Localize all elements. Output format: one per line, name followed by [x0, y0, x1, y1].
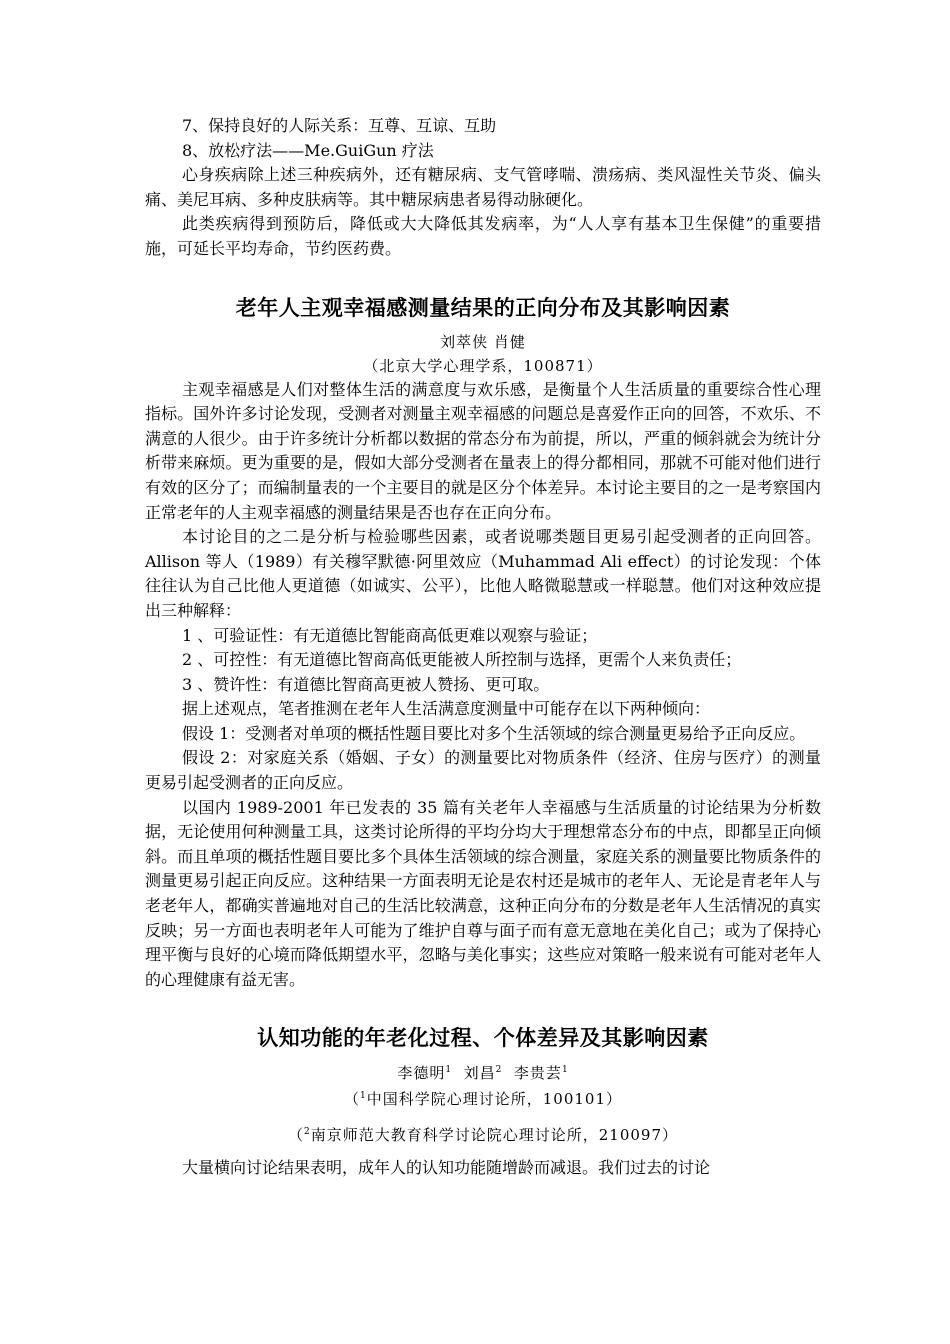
article2-title: 认知功能的年老化过程、个体差异及其影响因素 — [257, 1026, 709, 1051]
article1-title: 老年人主观幸福感测量结果的正向分布及其影响因素 — [235, 295, 731, 320]
affiliation-open-paren: （ — [343, 1090, 360, 1109]
author-sup: 2 — [495, 1065, 503, 1076]
article1-affiliation: （北京大学心理学系，100871） — [363, 356, 603, 375]
author-sup: 1 — [445, 1065, 453, 1076]
article2-affiliation-1 — [145, 1086, 821, 1112]
author-name: 李贵芸 — [513, 1064, 562, 1083]
author-name: 李德明 — [397, 1064, 446, 1083]
article1-list-item: 3 、赞许性：有道德比智商高更被人赞扬、更可取。 — [182, 674, 550, 694]
article1-hypothesis-1: 假设 1：受测者对单项的概括性题目要比对多个生活领域的综合测量更易给予正向反应。 — [182, 723, 806, 743]
article2-authors — [145, 1060, 821, 1086]
affiliation-sup: 2 — [304, 1127, 311, 1138]
article1-list-item: 1 、可验证性：有无道德比智能商高低更难以观察与验证； — [182, 625, 598, 645]
affiliation-text: 中国科学院心理讨论所，100101） — [366, 1090, 622, 1109]
article2-affiliation-2 — [145, 1122, 821, 1148]
article1-hypothesis-2: 假设 2：对家庭关系（婚姻、子女）的测量要比对物质条件（经济、住房与医疗）的测量更易引起受测者的正向反应。 — [145, 748, 821, 793]
article1-paragraph: 本讨论目的之二是分析与检验哪些因素，或者说哪类题目更易引起受测者的正向回答。Allison 等人（1989）有关穆罕默德·阿里效应（Muhammad Ali effect）的讨论发现：个体往往认为自己比他人更道德（如诚实、公平），比他人略微聪慧或一样聪慧。他们对这种效应提出三种解释： — [145, 527, 821, 620]
paragraph-psychosomatic: 心身疾病除上述三种疾病外，还有糖尿病、支气管哮喘、溃疡病、类风湿性关节炎、偏头痛、美尼耳病、多种皮肤病等。其中糖尿病患者易得动脉硬化。 — [145, 165, 821, 209]
affiliation-open-paren: （ — [287, 1126, 304, 1145]
article1-paragraph: 据上述观点，笔者推测在老年人生活满意度测量中可能存在以下两种倾向： — [182, 699, 711, 719]
article1-authors: 刘萃侠 肖健 — [440, 332, 526, 351]
author-sup: 1 — [561, 1065, 569, 1076]
article1-list-item: 2 、可控性：有无道德比智商高低更能被人所控制与选择，更需个人来负责任； — [182, 650, 742, 670]
author-name: 刘昌 — [463, 1064, 496, 1083]
article2-paragraph: 大量横向讨论结果表明，成年人的认知功能随增龄而减退。我们过去的讨论 — [182, 1158, 711, 1178]
document-page — [145, 114, 821, 1181]
article1-paragraph: 主观幸福感是人们对整体生活的满意度与欢乐感，是衡量个人生活质量的重要综合性心理指标。国外许多讨论发现，受测者对测量主观幸福感的问题总是喜爱作正向的回答，不欢乐、不满意的人很少。由于许多统计分析都以数据的常态分布为前提，所以，严重的倾斜就会为统计分析带来麻烦。更为重要的是，假如大部分受测者在量表上的得分都相同，那就不可能对他们进行有效的区分了；而编制量表的一个主要目的就是区分个体差异。本讨论主要目的之一是考察国内正常老年的人主观幸福感的测量结果是否也存在正向分布。 — [145, 379, 821, 522]
affiliation-text: 南京师范大教育科学讨论院心理讨论所，210097） — [310, 1126, 678, 1145]
list-item-7: 7、保持良好的人际关系：互尊、互谅、互助 — [182, 116, 497, 135]
paragraph-prevention: 此类疾病得到预防后，降低或大大降低其发病率，为“人人享有基本卫生保健”的重要措施，可延长平均寿命，节约医药费。 — [145, 214, 821, 258]
affiliation-sup: 1 — [360, 1091, 367, 1102]
list-item-8: 8、放松疗法——Me.GuiGun 疗法 — [182, 140, 434, 160]
article1-paragraph: 以国内 1989-2001 年已发表的 35 篇有关老年人幸福感与生活质量的讨论结果为分析数据，无论使用何种测量工具，这类讨论所得的平均分均大于理想常态分布的中点，即都呈正向倾斜。而且单项的概括性题目要比多个具体生活领域的综合测量，家庭关系的测量要比物质条件的测量更易引起正向反应。这种结果一方面表明无论是农村还是城市的老年人、无论是青老年人与老老年人，都确实普遍地对自己的生活比较满意，这种正向分布的分数是老年人生活情况的真实反映；另一方面也表明老年人可能为了维护自尊与面子而有意无意地在美化自己；或为了保持心理平衡与良好的心境而降低期望水平，忽略与美化事实；这些应对策略一般来说有可能对老年人的心理健康有益无害。 — [145, 797, 821, 989]
